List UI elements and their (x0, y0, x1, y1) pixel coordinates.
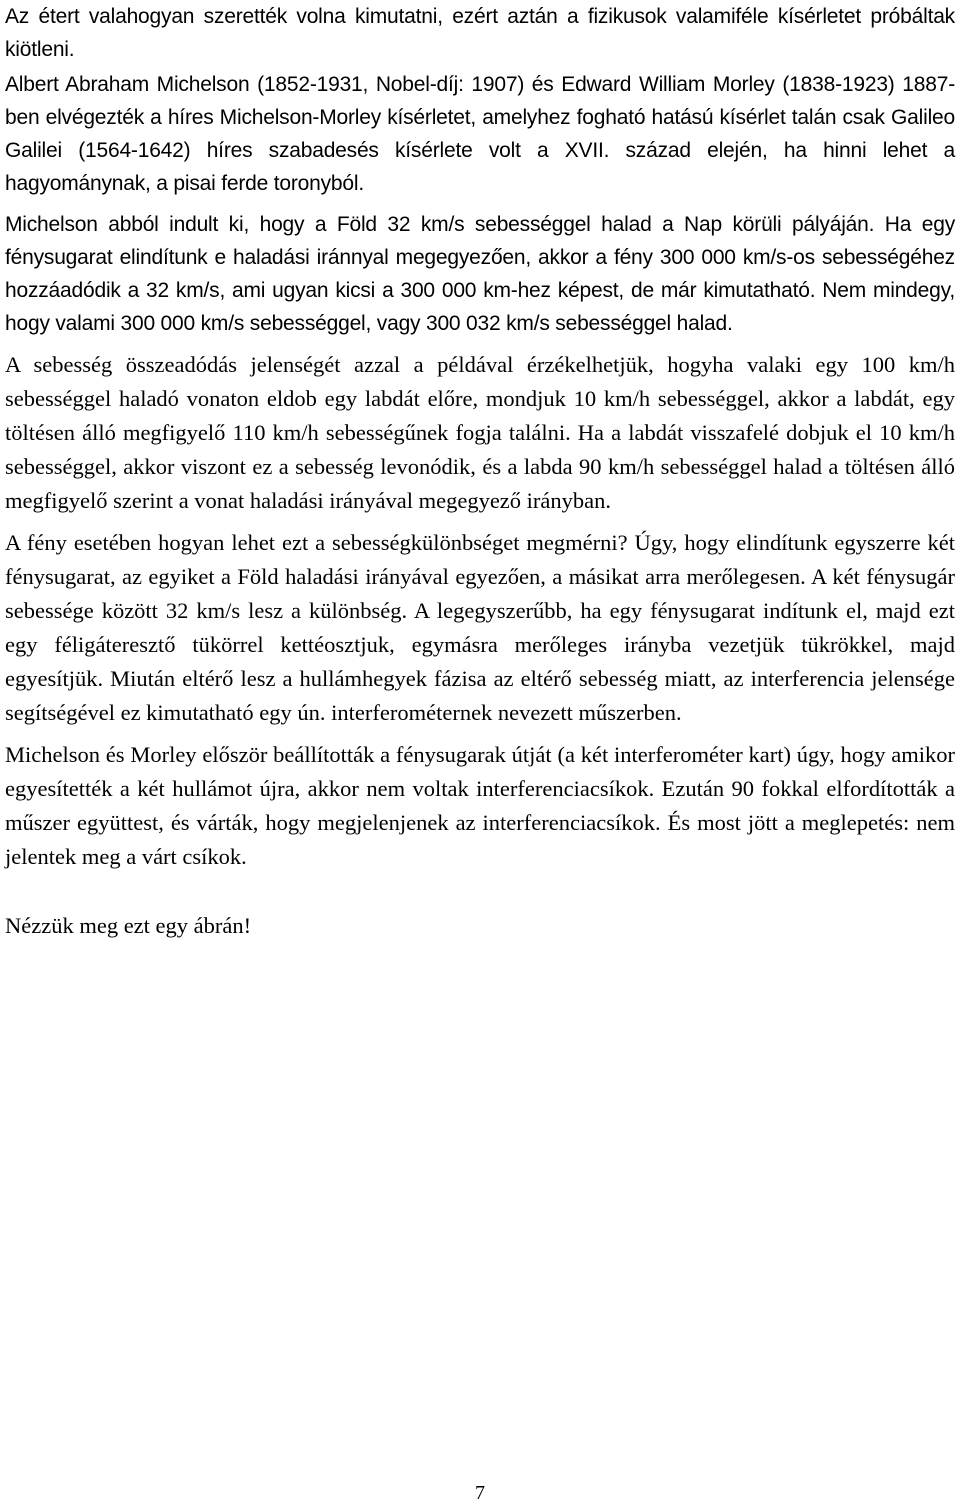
paragraph-measurement: A fény esetében hogyan lehet ezt a sebességkülönbséget megmérni? Úgy, hogy elindítunk egyszerre két fénysugarat, az egyiket a Föld haladási irányával egyezően, a másikat arra merőlegesen. A két fénysugár sebessége között 32 km/s lesz a különbség. A legegyszerűbb, ha egy fénysugarat indítunk el, majd ezt egy féligáteresztő tükörrel kettéosztjuk, egymásra merőleges irányba vezetjük tükrökkel, majd egyesítjük. Miután eltérő lesz a hullámhegyek fázisa az eltérő sebesség miatt, az interferencia jelensége segítségével ez kimutatható egy ún. interferométernek nevezett műszerben. (5, 530, 955, 725)
page-number: 7 (475, 1482, 485, 1504)
document-page (5, 0, 955, 1505)
paragraph-figure-intro: Nézzük meg ezt egy ábrán! (5, 913, 252, 938)
paragraph-michelson-morley: Albert Abraham Michelson (1852-1931, Nobel-díj: 1907) és Edward William Morley (1838-1923) 1887-ben elvégezték a híres Michelson-Morley kísérletet, amelyhez fogható hatású kísérlet talán csak Galileo Galilei (1564-1642) híres szabadesés kísérlete volt a XVII. század elején, ha hinni lehet a hagyománynak, a pisai ferde toronyból. (5, 73, 955, 195)
paragraph-intro: Az étert valahogyan szerették volna kimutatni, ezért aztán a fizikusok valamiféle kísérletet próbáltak kiötleni. (5, 5, 955, 61)
paragraph-experiment-result: Michelson és Morley először beállították a fénysugarak útját (a két interferométer kart) úgy, hogy amikor egyesítették a két hullámot újra, akkor nem voltak interferenciacsíkok. Ezután 90 fokkal elfordították a műszer együttest, és várták, hogy megjelenjenek az interferenciacsíkok. És most jött a meglepetés: nem jelentek meg a várt csíkok. (5, 742, 955, 869)
paragraph-velocity-addition: A sebesség összeadódás jelenségét azzal a példával érzékelhetjük, hogyha valaki egy 100 km/h sebességgel haladó vonaton eldob egy labdát előre, mondjuk 10 km/h sebességgel, akkor a labdát, egy töltésen álló megfigyelő 110 km/h sebességűnek fogja találni. Ha a labdát visszafelé dobjuk el 10 km/h sebességgel, akkor viszont ez a sebesség levonódik, és a labda 90 km/h sebességgel halad a töltésen álló megfigyelő szerint a vonat haladási irányával megegyező irányban. (5, 352, 955, 513)
paragraph-earth-velocity: Michelson abból indult ki, hogy a Föld 32 km/s sebességgel halad a Nap körüli pályáján. Ha egy fénysugarat elindítunk e haladási iránnyal megegyezően, akkor a fény 300 000 km/s-os sebességéhez hozzáadódik a 32 km/s, ami ugyan kicsi a 300 000 km-hez képest, de már kimutatható. Nem mindegy, hogy valami 300 000 km/s sebességgel, vagy 300 032 km/s sebességgel halad. (5, 213, 955, 335)
